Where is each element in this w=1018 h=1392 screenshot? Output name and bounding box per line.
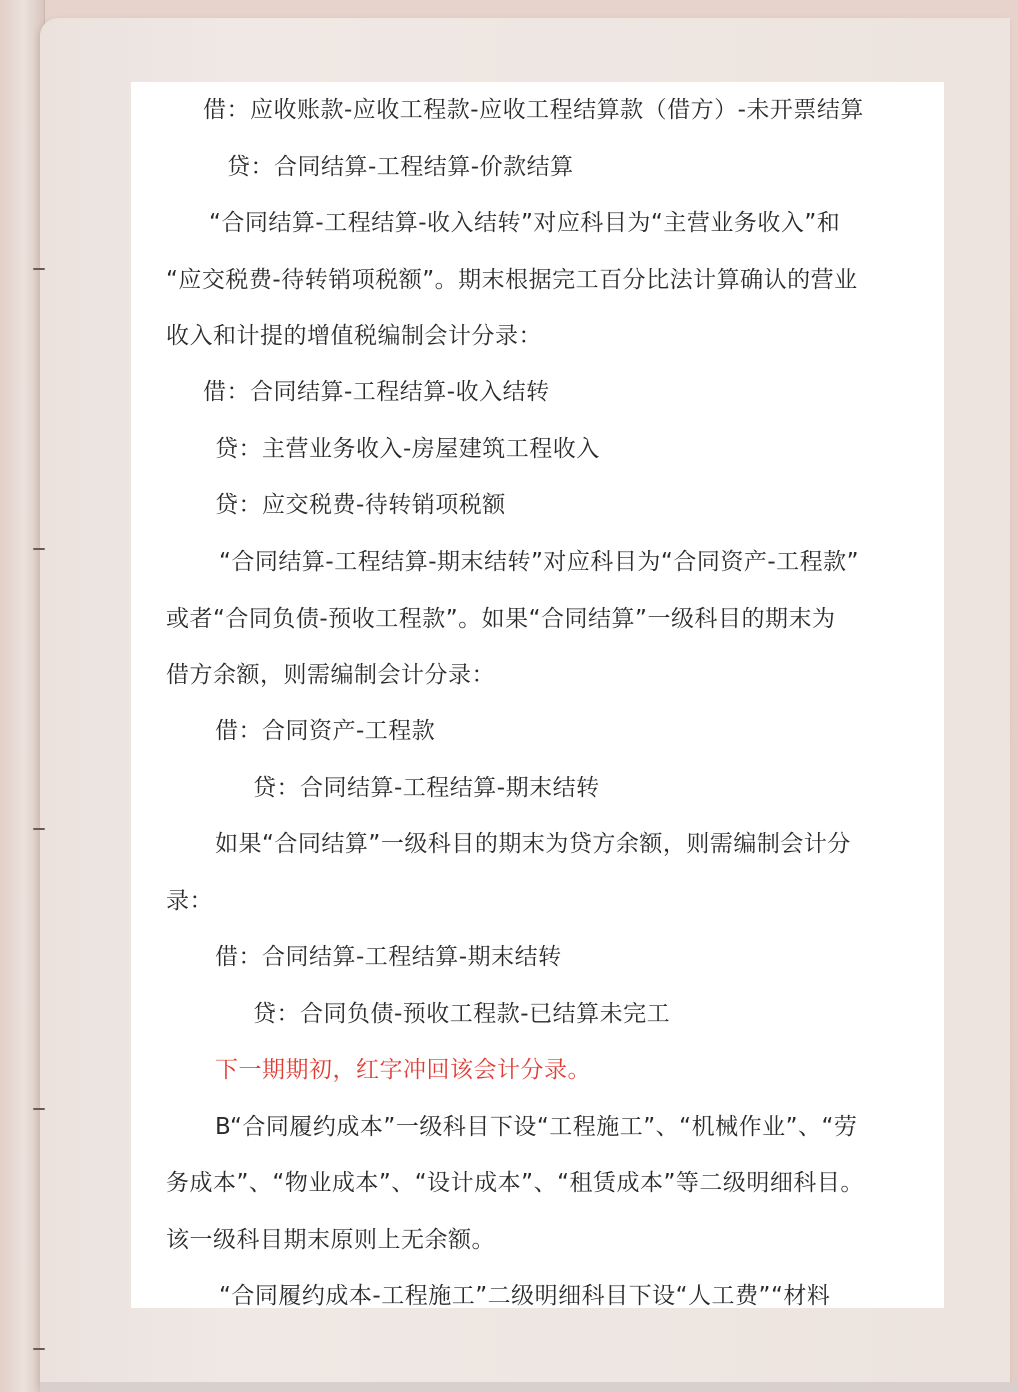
text-line-paragraph: 如果“合同结算”一级科目的期末为贷方余额，则需编制会计分 — [215, 831, 851, 857]
text-line-credit-entry: 贷：合同负债-预收工程款-已结算未完工 — [253, 1001, 671, 1027]
page-bottom-edge — [40, 1382, 1018, 1392]
text-line-paragraph: 收入和计提的增值税编制会计分录： — [166, 323, 542, 349]
notebook-binding — [0, 0, 45, 1392]
text-line-credit-entry: 贷：应交税费-待转销项税额 — [215, 492, 506, 518]
binding-stitch — [33, 1108, 45, 1110]
text-line-debit-entry: 借：合同结算-工程结算-期末结转 — [215, 944, 562, 970]
document-sheet — [131, 82, 944, 1308]
text-line-debit-entry: 借：合同资产-工程款 — [215, 718, 436, 744]
binding-stitch — [33, 548, 45, 550]
binding-stitch — [33, 1348, 45, 1350]
text-line-paragraph: 或者“合同负债-预收工程款”。如果“合同结算”一级科目的期末为 — [166, 606, 836, 632]
text-line-credit-entry: 贷：合同结算-工程结算-期末结转 — [253, 775, 600, 801]
text-line-paragraph: 借方余额，则需编制会计分录： — [166, 662, 495, 688]
text-line-paragraph: “合同结算-工程结算-收入结转”对应科目为“主营业务收入”和 — [209, 210, 841, 236]
text-line-paragraph: “合同结算-工程结算-期末结转”对应科目为“合同资产-工程款” — [219, 549, 860, 575]
text-line-paragraph: “合同履约成本-工程施工”二级明细科目下设“人工费”“材料 — [219, 1283, 831, 1308]
text-line-credit-entry: 贷：主营业务收入-房屋建筑工程收入 — [215, 436, 600, 462]
text-line-paragraph: 录： — [166, 888, 213, 914]
text-line-debit-receivable: 借：应收账款-应收工程款-应收工程结算款（借方）-未开票结算 — [203, 97, 864, 123]
text-line-paragraph: B“合同履约成本”一级科目下设“工程施工”、“机械作业”、“劳 — [215, 1114, 858, 1140]
text-line-paragraph: “应交税费-待转销项税额”。期末根据完工百分比法计算确认的营业 — [166, 267, 858, 293]
text-line-red-note: 下一期期初，红字冲回该会计分录。 — [215, 1057, 591, 1083]
binding-stitch — [33, 828, 45, 830]
text-line-paragraph: 务成本”、“物业成本”、“设计成本”、“租赁成本”等二级明细科目。 — [166, 1170, 864, 1196]
binding-stitch — [33, 268, 45, 270]
text-line-credit-price-settlement: 贷：合同结算-工程结算-价款结算 — [227, 154, 574, 180]
text-line-debit-entry: 借：合同结算-工程结算-收入结转 — [203, 379, 550, 405]
text-line-paragraph: 该一级科目期末原则上无余额。 — [166, 1227, 495, 1253]
